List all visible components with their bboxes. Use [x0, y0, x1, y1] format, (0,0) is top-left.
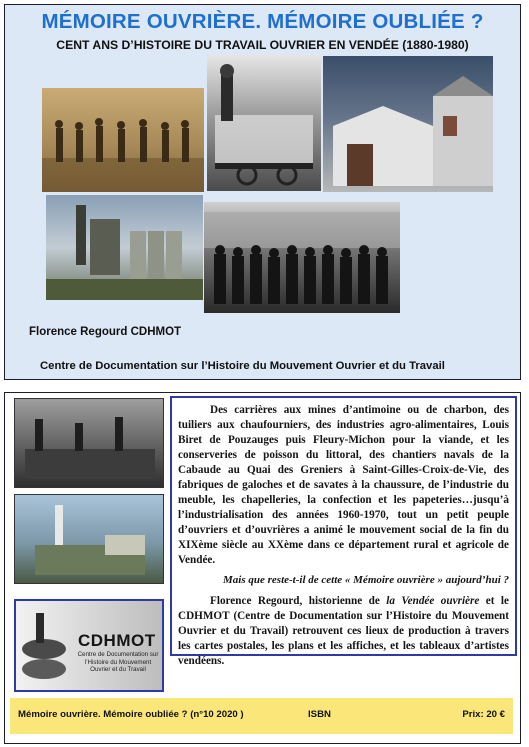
photo-factory-building [323, 56, 493, 192]
price-label: Prix: 20 € [462, 709, 505, 720]
book-subtitle: CENT ANS D’HISTOIRE DU TRAVAIL OUVRIER EN VENDÉE (1880-1980) [56, 38, 469, 52]
photo-textile-machine [207, 55, 321, 191]
author-book-title: la Vendée ouvrière [386, 595, 480, 607]
author-paragraph-end: et le CDHMOT (Centre de Documentation sur l’Histoire du Mouvement Ouvrier et du Travail) retrouvent ces lieux de production à travers les cartes postales, les plans et les affiches, et les tableaux d’artistes vendéens. [178, 595, 509, 667]
author-name: Florence Regourd CDHMOT [29, 326, 182, 338]
cdhmot-logo-caption: Centre de Documentation sur l’Histoire du Mouvement Ouvrier et du Travail [77, 651, 159, 673]
publisher-name: Centre de Documentation sur l’Histoire du Mouvement Ouvrier et du Travail [40, 360, 445, 372]
front-cover [4, 4, 521, 380]
cdhmot-logo-image [14, 599, 164, 692]
footer-bar [10, 698, 513, 734]
photo-workshop [14, 398, 164, 488]
photo-cannery [14, 494, 164, 584]
isbn-label: ISBN [308, 709, 331, 720]
back-cover-text [170, 396, 517, 667]
cdhmot-logo: CDHMOT [78, 631, 156, 650]
summary-question: Mais que reste-t-il de cette « Mémoire ouvrière » aujourd’hui ? [223, 574, 509, 586]
summary-paragraph: Des carrières aux mines d’antimoine ou de charbon, des tuiliers aux chaufourniers, des industries agro-alimentaires, Louis Biret de Pouzauges puis Fleury-Michon pour la viande, et les conserveries de poisson du littoral, des chantiers navals de la Cabaude au Quai des Greniers à Saint-Gilles-Croix-de-Vie, des fabriques de galoches et de savates à la chaussure, de l’industrie du meuble, les chapelleries, la confection et les papeteries…jusqu’à l’industrialisation des années 1960-1970, tout un petit peuple d’ouvriers et d’ouvrières a animé le mouvement social de la fin du XIXème siècle au XXème dans ce département rural et agricole de Vendée. [178, 404, 509, 566]
series-label: Mémoire ouvrière. Mémoire oubliée ? (n°10 2020 ) [18, 709, 244, 720]
author-paragraph-start: Florence Regourd, historienne de [210, 595, 387, 607]
photo-workers-quarry [42, 88, 204, 192]
photo-mine-silos [46, 195, 203, 300]
author-paragraph [178, 594, 509, 669]
back-cover [4, 392, 521, 744]
book-title: MÉMOIRE OUVRIÈRE. MÉMOIRE OUBLIÉE ? [41, 10, 484, 33]
photo-workers-group [204, 202, 400, 313]
